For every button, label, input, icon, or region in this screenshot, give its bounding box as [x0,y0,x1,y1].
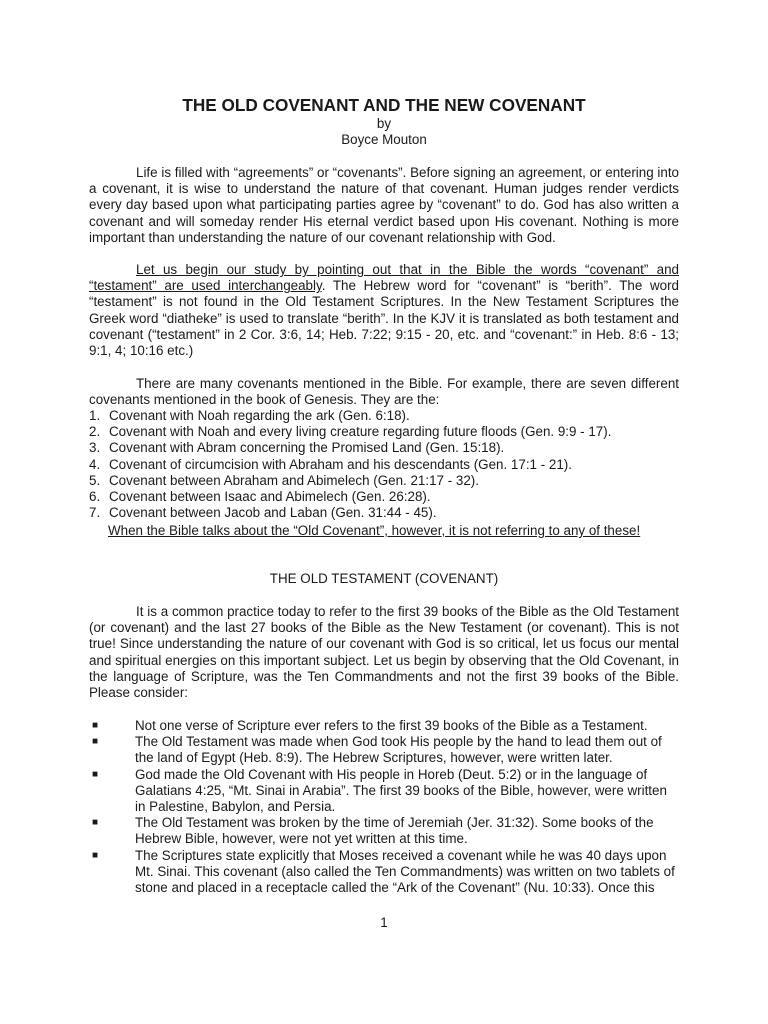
list-text: Not one verse of Scripture ever refers to the first 39 books of the Bible as a Testament. [135,718,648,733]
list-number: 3. [89,440,101,456]
square-bullet-icon: ■ [92,817,99,829]
closing-statement: When the Bible talks about the “Old Covenant”, however, it is not referring to any of these! [108,523,641,538]
list-number: 1. [89,408,101,423]
list-item [89,848,679,897]
byline-by: by [376,116,392,131]
list-text: The Scriptures state explicitly that Moses received a covenant while he was 40 days upon Mt. Sinai. This covenant (also called the Ten Commandments) was written on two tablets of stone and placed in a receptacle called the “Ark of the Covenant” (Nu. 10:33). Once this [135,847,675,896]
list-item [89,473,611,489]
page-number: 1 [380,915,388,930]
list-item [89,457,611,473]
square-bullet-icon: ■ [92,768,99,780]
list-item [89,718,679,734]
list-number: 6. [89,488,101,504]
covenants-intro-paragraph: There are many covenants mentioned in the Bible. For example, there are seven different covenants mentioned in the book of Genesis. They are the: [89,376,679,408]
list-number: 5. [89,472,101,488]
list-text: Covenant between Isaac and Abimelech (Gen. 26:28). [109,488,431,504]
list-text: Covenant with Noah and every living creature regarding future floods (Gen. 9:9 - 17). [109,424,612,440]
list-item [89,440,611,456]
genesis-covenants-list [89,408,611,521]
list-item [89,767,679,816]
list-text: The Old Testament was made when God took His people by the hand to lead them out of the land of Egypt (Heb. 8:9). The Hebrew Scriptures, however, were written later. [135,734,662,766]
author-name: Boyce Mouton [341,132,427,147]
list-number: 4. [89,456,101,472]
paragraph-continuation: . The Hebrew word for “covenant” is “berith”. The word “testament” is not found in the Old Testament Scriptures. In the New Testament Scriptures the Greek word “diatheke” is used to translate “berith”. In the KJV it is translated as both testament and covenant (“testament” in 2 Cor. 3:6, 14; Heb. 7:22; 9:15 - 20, etc. and “covenant:” in Heb. 8:6 - 13; 9:1, 4; 10:16 etc.) [89,278,679,359]
list-text: Covenant between Jacob and Laban (Gen. 31:44 - 45). [109,505,437,521]
old-testament-paragraph: It is a common practice today to refer to the first 39 books of the Bible as the Old Testament (or covenant) and the last 27 books of the Bible as the New Testament (or covenant). This is not true! Since understanding the nature of our covenant with God is so critical, let us focus our mental and spiritual energies on this important subject. Let us begin by observing that the Old Covenant, in the language of Scripture, was the Ten Commandments and not the first 39 books of the Bible. Please consider: [89,604,679,701]
list-text: Covenant of circumcision with Abraham and his descendants (Gen. 17:1 - 21). [109,456,572,472]
list-text: Covenant between Abraham and Abimelech (Gen. 21:17 - 32). [109,472,479,488]
covenant-testament-paragraph [89,262,679,359]
list-number: 2. [89,424,101,440]
square-bullet-icon: ■ [92,720,99,731]
section-heading: THE OLD TESTAMENT (COVENANT) [269,571,499,586]
list-text: Covenant with Noah regarding the ark (Gen. 6:18). [109,408,410,423]
square-bullet-icon: ■ [92,736,99,748]
list-item [89,408,611,424]
list-text: Covenant with Abram concerning the Promised Land (Gen. 15:18). [109,440,505,456]
list-number: 7. [89,505,101,521]
list-item [89,734,679,766]
document-title: THE OLD COVENANT AND THE NEW COVENANT [182,95,586,115]
list-item [89,489,611,505]
list-item [89,815,679,847]
underlined-statement: Let us begin our study by pointing out that in the Bible the words “covenant” and “testament” are used interchangeably [89,262,679,294]
square-bullet-icon: ■ [92,849,99,861]
list-item [89,505,611,521]
list-text: God made the Old Covenant with His people in Horeb (Deut. 5:2) or in the language of Galatians 4:25, “Mt. Sinai in Arabia”. The first 39 books of the Bible, however, were written in Palestine, Babylon, and Persia. [135,766,667,815]
points-list [89,718,679,896]
list-item [89,424,611,440]
list-text: The Old Testament was broken by the time of Jeremiah (Jer. 31:32). Some books of the Hebrew Bible, however, were not yet written at this time. [135,815,654,847]
intro-paragraph: Life is filled with “agreements” or “covenants”. Before signing an agreement, or entering into a covenant, it is wise to understand the nature of that covenant. Human judges render verdicts every day based upon what participating parties agree by “covenant” to do. God has also written a covenant and will someday render His eternal verdict based upon His covenant. Nothing is more important than understanding the nature of our covenant relationship with God. [89,165,679,245]
